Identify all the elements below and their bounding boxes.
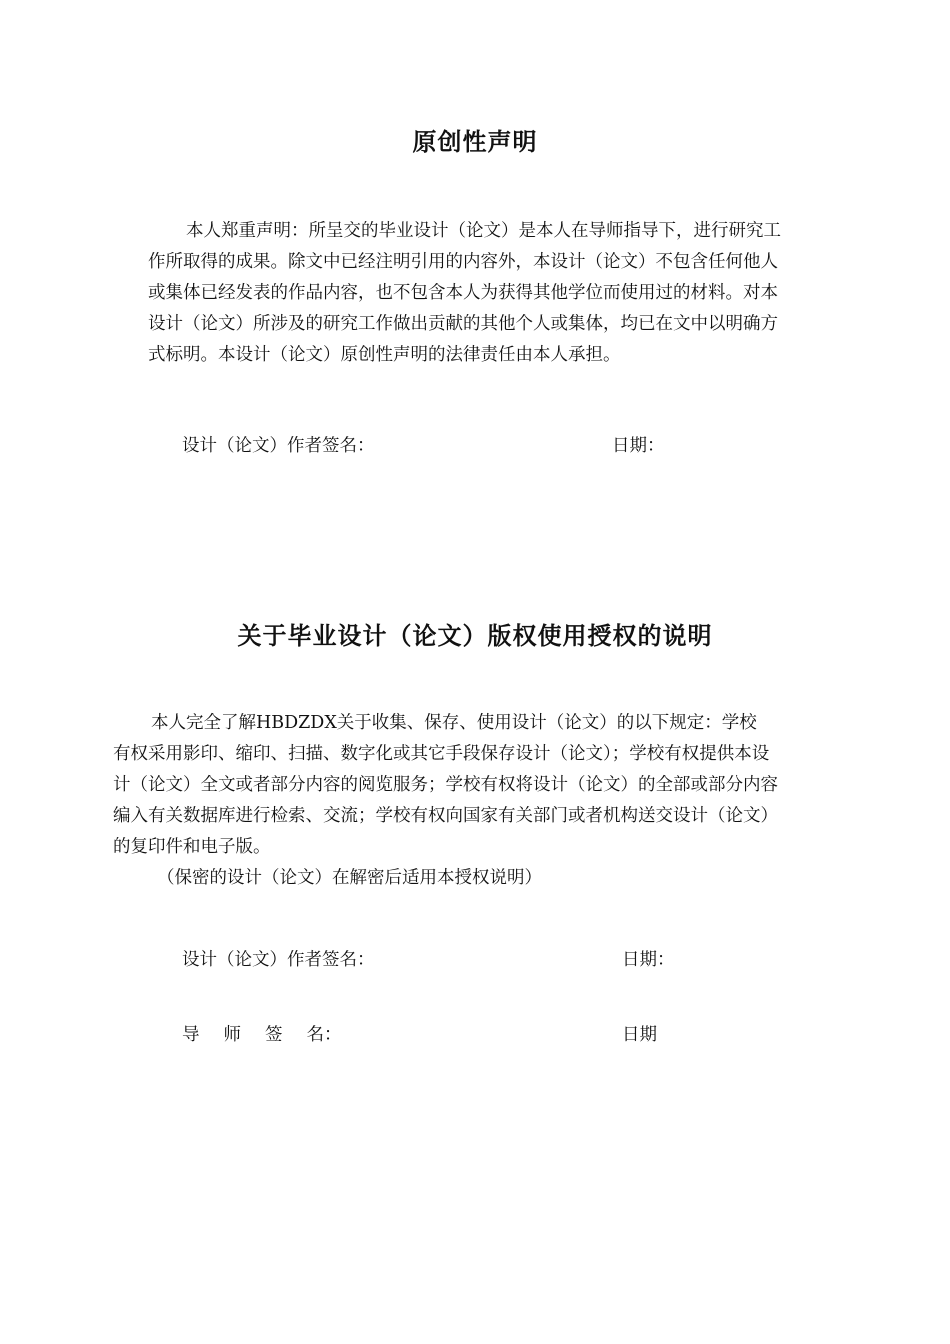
declaration-title: 原创性声明	[412, 127, 538, 156]
advisor-signature-char: 师	[223, 1025, 241, 1045]
advisor-date-label: 日期	[622, 1025, 657, 1045]
declaration-body	[148, 216, 838, 371]
authorization-body	[113, 708, 838, 894]
authorization-note: （保密的设计（论文）在解密后适用本授权说明）	[157, 868, 542, 888]
authorization-line: 本人完全了解HBDZDX关于收集、保存、使用设计（论文）的以下规定：学校	[151, 713, 757, 733]
declaration-line: 作所取得的成果。除文中已经注明引用的内容外，本设计（论文）不包含任何他人	[148, 252, 778, 272]
declaration-line: 设计（论文）所涉及的研究工作做出贡献的其他个人或集体，均已在文中以明确方	[148, 314, 778, 334]
authorization-author-date-label: 日期：	[622, 950, 675, 970]
advisor-signature-char: 签	[265, 1025, 283, 1045]
declaration-line: 或集体已经发表的作品内容，也不包含本人为获得其他学位而使用过的材料。对本	[148, 283, 778, 303]
authorization-title: 关于毕业设计（论文）版权使用授权的说明	[237, 621, 713, 650]
authorization-line: 计（论文）全文或者部分内容的阅览服务；学校有权将设计（论文）的全部或部分内容	[113, 775, 778, 795]
advisor-signature-char: 名：	[306, 1025, 342, 1045]
declaration-author-signature-label: 设计（论文）作者签名：	[182, 436, 375, 456]
authorization-author-signature-label: 设计（论文）作者签名：	[182, 950, 375, 970]
declaration-line: 式标明。本设计（论文）原创性声明的法律责任由本人承担。	[148, 345, 621, 365]
authorization-line: 有权采用影印、缩印、扫描、数字化或其它手段保存设计（论文）；学校有权提供本设	[113, 744, 770, 764]
declaration-line: 本人郑重声明：所呈交的毕业设计（论文）是本人在导师指导下，进行研究工	[186, 221, 781, 241]
authorization-line: 编入有关数据库进行检索、交流；学校有权向国家有关部门或者机构送交设计（论文）	[113, 806, 778, 826]
authorization-line: 的复印件和电子版。	[113, 837, 271, 857]
advisor-signature-char: 导	[182, 1025, 200, 1045]
advisor-signature-label	[182, 1021, 342, 1046]
declaration-date-label: 日期：	[612, 436, 665, 456]
